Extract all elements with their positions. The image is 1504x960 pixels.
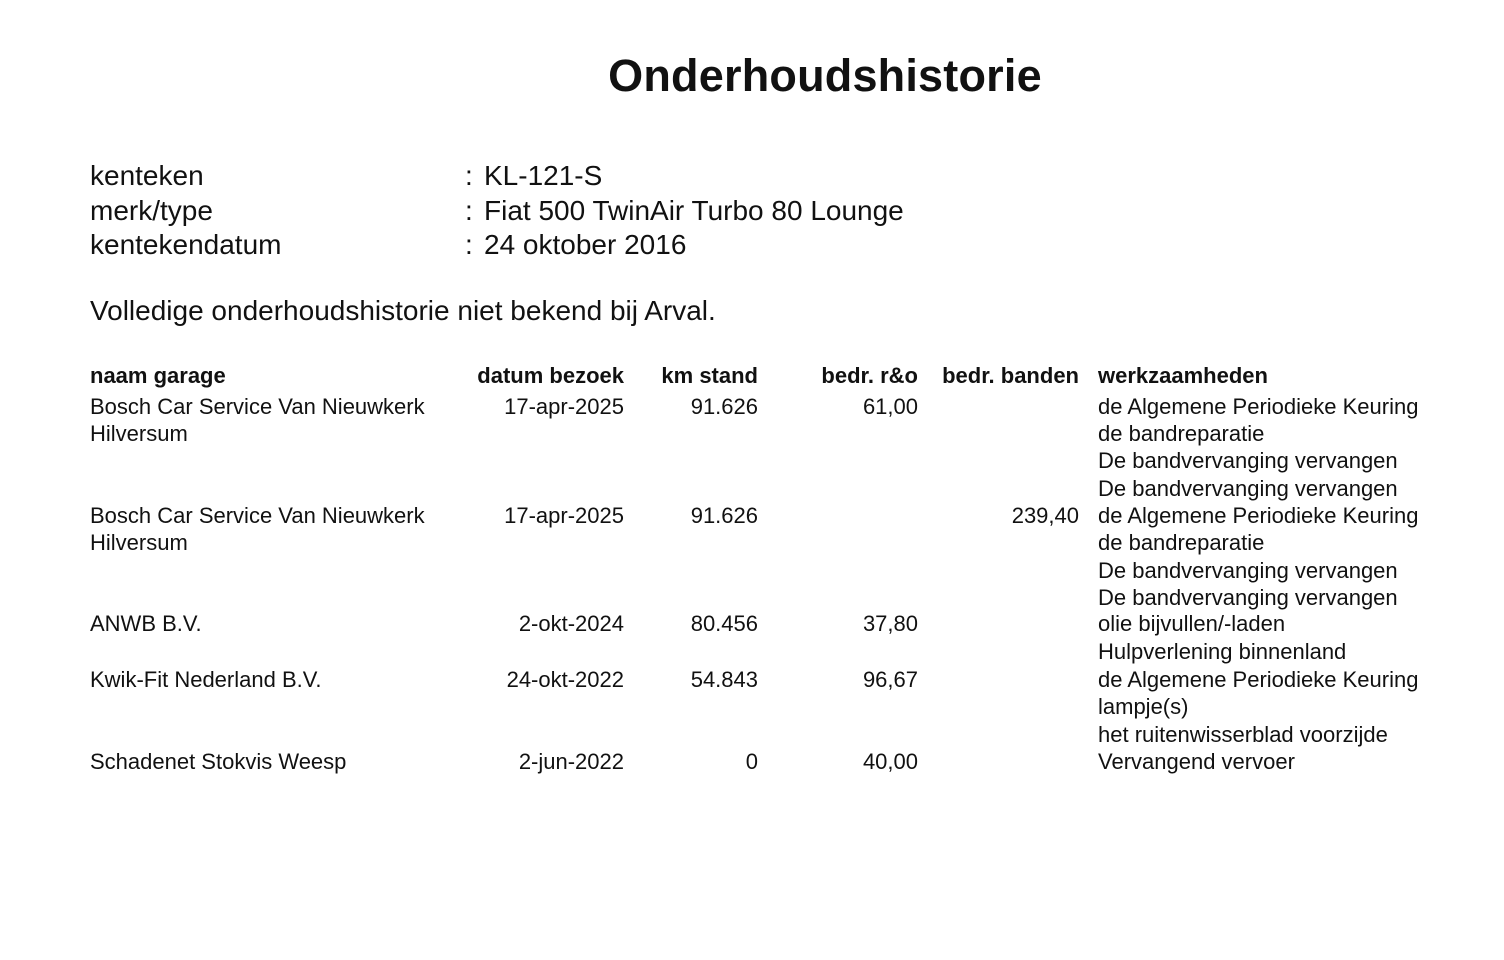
table-row-garage: Bosch Car Service Van Nieuwkerk — [90, 503, 425, 528]
table-row-werk: de Algemene Periodieke Keuring — [1098, 503, 1419, 528]
kentekendatum-label: kentekendatum — [90, 229, 282, 260]
kenteken-label: kenteken — [90, 160, 204, 191]
table-row-km: 54.843 — [690, 667, 758, 692]
table-row-datum: 2-jun-2022 — [518, 749, 624, 774]
table-row-km: 80.456 — [690, 611, 758, 636]
table-row-werk: het ruitenwisserblad voorzijde — [1098, 722, 1388, 747]
kenteken-colon: : — [465, 160, 473, 191]
merk-type-colon: : — [465, 195, 473, 226]
table-row-garage: Schadenet Stokvis Weesp — [90, 749, 347, 774]
table-row-werk: de bandreparatie — [1098, 530, 1265, 555]
history-note: Volledige onderhoudshistorie niet bekend bij Arval. — [90, 295, 716, 326]
page-title: Onderhoudshistorie — [608, 50, 1042, 101]
table-row-bedr-ro: 37,80 — [862, 611, 918, 636]
table-row-garage: ANWB B.V. — [90, 611, 202, 636]
kenteken-value: KL-121-S — [484, 160, 603, 191]
table-row-werk: De bandvervanging vervangen — [1098, 558, 1398, 583]
table-row-garage-city: Hilversum — [90, 530, 188, 555]
kentekendatum-colon: : — [465, 229, 473, 260]
table-row-garage: Bosch Car Service Van Nieuwkerk — [90, 394, 425, 419]
table-row-werk: de Algemene Periodieke Keuring — [1098, 667, 1419, 692]
table-row-datum: 2-okt-2024 — [518, 611, 624, 636]
table-row-bedr-ro: 40,00 — [862, 749, 918, 774]
table-row-werk: lampje(s) — [1098, 694, 1189, 719]
merk-type-label: merk/type — [90, 195, 213, 226]
header-bedr-ro: bedr. r&o — [821, 363, 918, 388]
table-row-datum: 17-apr-2025 — [504, 394, 624, 419]
table-row-werk: De bandvervanging vervangen — [1098, 448, 1398, 473]
table-row-km: 0 — [745, 749, 758, 774]
table-row-garage-city: Hilversum — [90, 421, 188, 446]
table-row-km: 91.626 — [690, 394, 758, 419]
header-naam-garage: naam garage — [90, 363, 226, 388]
header-bedr-banden: bedr. banden — [942, 363, 1079, 388]
table-row-bedr-banden: 239,40 — [1011, 503, 1079, 528]
table-row-bedr-ro: 96,67 — [862, 667, 918, 692]
table-row-werk: Vervangend vervoer — [1098, 749, 1295, 774]
table-row-datum: 17-apr-2025 — [504, 503, 624, 528]
kentekendatum-value: 24 oktober 2016 — [484, 229, 687, 260]
table-row-datum: 24-okt-2022 — [506, 667, 624, 692]
table-row-werk: de bandreparatie — [1098, 421, 1265, 446]
header-werkzaamheden: werkzaamheden — [1098, 363, 1268, 388]
table-row-werk: De bandvervanging vervangen — [1098, 476, 1398, 501]
merk-type-value: Fiat 500 TwinAir Turbo 80 Lounge — [484, 195, 904, 226]
table-row-werk: De bandvervanging vervangen — [1098, 585, 1398, 610]
header-datum-bezoek: datum bezoek — [477, 363, 624, 388]
table-row-werk: de Algemene Periodieke Keuring — [1098, 394, 1419, 419]
table-row-garage: Kwik-Fit Nederland B.V. — [90, 667, 322, 692]
table-row-km: 91.626 — [690, 503, 758, 528]
header-km-stand: km stand — [661, 363, 758, 388]
table-row-bedr-ro: 61,00 — [862, 394, 918, 419]
table-row-werk: Hulpverlening binnenland — [1098, 639, 1347, 664]
table-row-werk: olie bijvullen/-laden — [1098, 611, 1286, 636]
